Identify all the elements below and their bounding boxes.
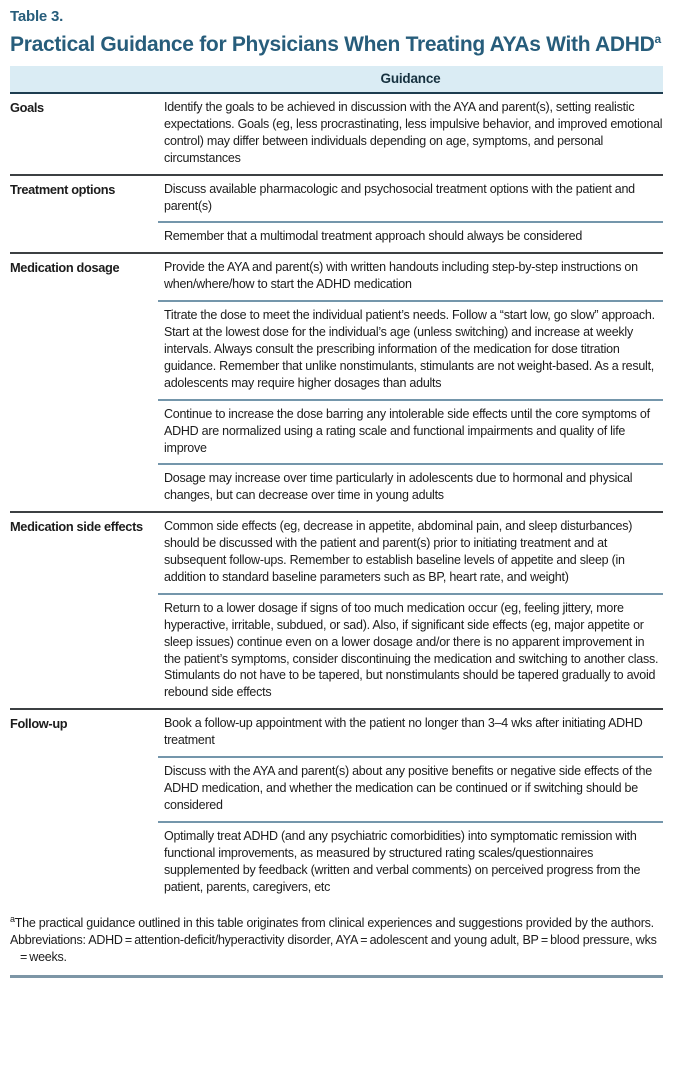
table-footnote [10, 915, 663, 932]
table-title [10, 32, 663, 57]
guidance-cell: Identify the goals to be achieved in discussion with the AYA and parent(s), setting realistic expectations. Goals (eg, less procrastinating, less impulsive behavior, and improved emotional control) may differ between individuals depending on age, symptoms, and personal circumstances [164, 100, 663, 165]
guidance-cell: Book a follow-up appointment with the patient no longer than 3–4 wks after initiating ADHD treatment [164, 716, 643, 748]
row-category-label: Treatment options [10, 181, 115, 197]
table-number: Table 3. [10, 8, 64, 25]
guidance-cells [158, 513, 663, 708]
guidance-cell: Discuss with the AYA and parent(s) about any positive benefits or negative side effects of the ADHD medication, and whether the medication can be continued or if switching should be considered [158, 756, 663, 821]
guidance-cell: Discuss available pharmacologic and psychosocial treatment options with the patient and parent(s) [164, 181, 635, 213]
bottom-rule [10, 975, 663, 978]
guidance-cell: Dosage may increase over time particularly in adolescents due to hormonal and physical changes, but can decrease over time in young adults [158, 463, 663, 511]
guidance-cells [158, 254, 663, 511]
table-header-row [10, 66, 663, 94]
row-category-label: Follow-up [10, 716, 68, 732]
table-row [10, 511, 663, 708]
guidance-cell: Titrate the dose to meet the individual patient’s needs. Follow a “start low, go slow” approach. Start at the lowest dose for the individual’s age (unless switching) and increase at weekly intervals. Always consult the prescribing information of the medication for dose titration guidance. Remember that unlike nonstimulants, stimulants are not weight-based. As a result, adolescents may require higher dosages than adults [158, 300, 663, 399]
guidance-cell: Return to a lower dosage if signs of too much medication occur (eg, feeling jittery, more hyperactive, irritable, subdued, or sad). Also, if significant side effects (eg, major appetite or sleep issues) continue even on a lower dosage and/or there is no apparent improvement in the patient’s symptoms, consider discontinuing the medication and switching to another class. Stimulants do not have to be tapered, but nonstimulants should be tapered gradually to avoid rebound side effects [158, 593, 663, 708]
footnote-text: The practical guidance outlined in this table originates from clinical experiences and suggestions provided by the authors. [14, 916, 654, 931]
footnote-marker: a [10, 914, 15, 925]
guidance-cell: Continue to increase the dose barring any intolerable side effects until the core symptoms of ADHD are normalized using a rating scale and functional impairments and quality of life improve [158, 399, 663, 464]
row-category-label: Medication side effects [10, 519, 143, 535]
guidance-cell: Provide the AYA and parent(s) with written handouts including step-by-step instructions on when/where/how to start the ADHD medication [164, 260, 638, 292]
table-row [10, 174, 663, 253]
guidance-cells [158, 176, 663, 253]
table-title-text: Practical Guidance for Physicians When Treating AYAs With ADHD [10, 33, 655, 56]
row-category-label: Goals [10, 100, 44, 115]
row-category-label: Medication dosage [10, 260, 120, 276]
guidance-cell: Optimally treat ADHD (and any psychiatric comorbidities) into symptomatic remission with functional improvements, as measured by structured rating scales/questionnaires supplemented by feedback (written and verbal comments) on perceived progress from the patient, parents, caregivers, etc [158, 821, 663, 903]
guidance-column-header: Guidance [380, 71, 441, 86]
guidance-cell: Remember that a multimodal treatment approach should always be considered [158, 221, 663, 252]
title-footnote-marker: a [654, 32, 661, 46]
table-row [10, 708, 663, 902]
footnotes [10, 915, 663, 966]
guidance-cells [158, 94, 663, 174]
abbreviations-note: Abbreviations: ADHD = attention-deficit/hyperactivity disorder, AYA = adolescent and young adult, BP = blood pressure, wks = weeks. [10, 933, 659, 965]
guidance-cell: Common side effects (eg, decrease in appetite, abdominal pain, and sleep disturbances) should be discussed with the patient and parent(s) prior to initiating treatment and at subsequent follow-ups. Remember to establish baseline levels of appetite and sleep (in addition to standard baseline parameters such as BP, heart rate, and weight) [164, 519, 633, 584]
guidance-cells [158, 710, 663, 902]
table-body [10, 94, 663, 902]
table-row [10, 94, 663, 174]
table-row [10, 252, 663, 511]
